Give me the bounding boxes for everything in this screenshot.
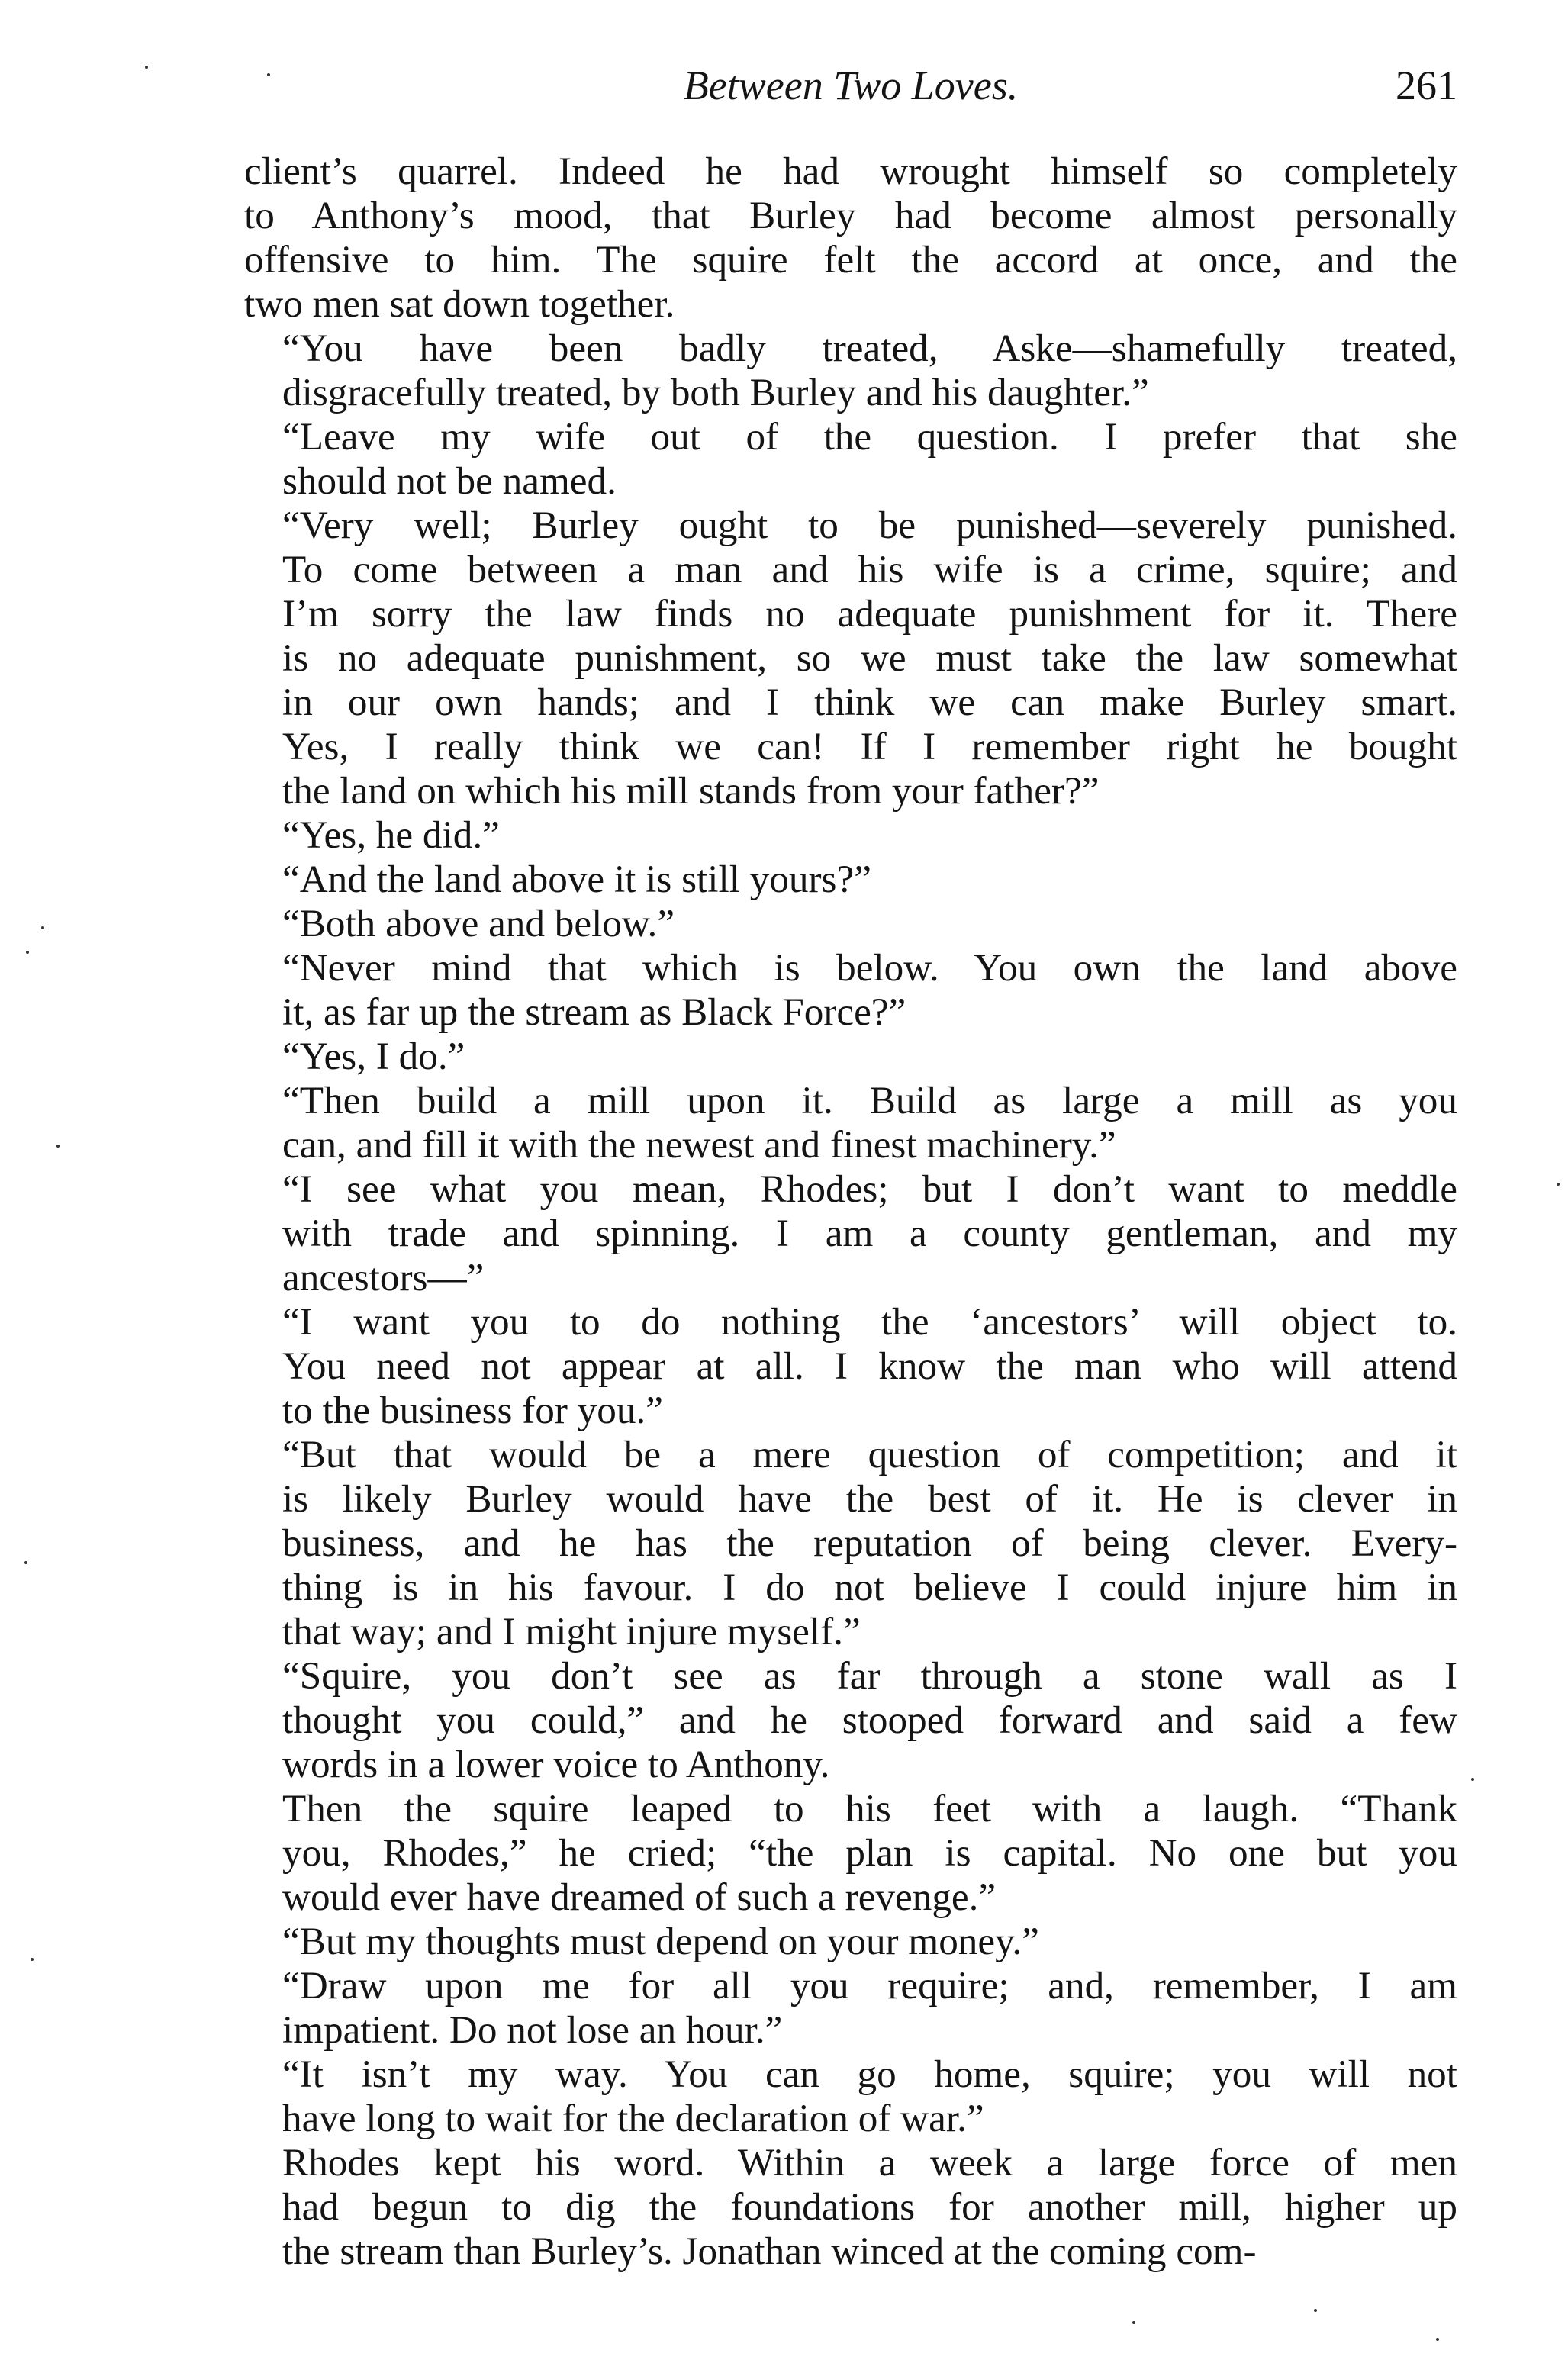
paragraph: [244, 1035, 1457, 1079]
scan-speck: [24, 1561, 27, 1564]
text-line: “Draw upon me for all you require; and, remember, I am: [282, 1964, 1457, 2007]
scan-speck: [1314, 2309, 1317, 2312]
text-line: ancestors—”: [282, 1256, 485, 1299]
text-line: “But my thoughts must depend on your money.”: [282, 1920, 1039, 1963]
paragraph: [244, 858, 1457, 902]
scan-speck: [31, 1958, 34, 1961]
text-line: You need not appear at all. I know the man who will attend: [282, 1344, 1457, 1388]
text-line: is no adequate punishment, so we must take the law somewhat: [282, 636, 1457, 680]
text-line: I’m sorry the law finds no adequate punishment for it. There: [282, 592, 1457, 636]
text-line: is likely Burley would have the best of it. He is clever in: [282, 1477, 1457, 1521]
text-line: to the business for you.”: [282, 1389, 664, 1432]
scan-speck: [1557, 1183, 1560, 1186]
text-line: that way; and I might injure myself.”: [282, 1610, 861, 1653]
paragraph: [244, 415, 1457, 504]
text-line: To come between a man and his wife is a crime, squire; and: [282, 548, 1457, 591]
text-line: business, and he has the reputation of being clever. Every-: [282, 1521, 1457, 1565]
paragraph: [244, 1920, 1457, 1964]
page-number: 261: [1396, 63, 1457, 108]
paragraph: [244, 813, 1457, 858]
text-line: impatient. Do not lose an hour.”: [282, 2008, 783, 2052]
body-text: [244, 150, 1457, 2274]
text-line: have long to wait for the declaration of war.”: [282, 2097, 984, 2140]
text-line: “Both above and below.”: [282, 902, 675, 945]
text-line: would ever have dreamed of such a revenge.”: [282, 1875, 997, 1919]
paragraph: [244, 1300, 1457, 1433]
text-line: Rhodes kept his word. Within a week a large force of men: [282, 2141, 1457, 2184]
text-line: Then the squire leaped to his feet with a laugh. “Thank: [282, 1787, 1457, 1830]
text-line: had begun to dig the foundations for another mill, higher up: [282, 2185, 1457, 2229]
text-line: thing is in his favour. I do not believe I could injure him in: [282, 1566, 1457, 1609]
scan-speck: [1436, 2338, 1439, 2341]
scan-speck: [41, 926, 44, 929]
text-line: “I want you to do nothing the ‘ancestors’ will object to.: [282, 1300, 1457, 1344]
paragraph: [244, 2141, 1457, 2274]
text-line: the land on which his mill stands from your father?”: [282, 769, 1100, 813]
text-line: “I see what you mean, Rhodes; but I don’t want to meddle: [282, 1167, 1457, 1211]
page-header: [244, 55, 1457, 116]
text-line: “And the land above it is still yours?”: [282, 858, 871, 901]
text-line: “Yes, he did.”: [282, 813, 500, 857]
text-line: you, Rhodes,” he cried; “the plan is capital. No one but you: [282, 1831, 1457, 1875]
text-line: should not be named.: [282, 459, 617, 503]
paragraph: [244, 1964, 1457, 2052]
text-line: “Yes, I do.”: [282, 1035, 465, 1078]
text-line: the stream than Burley’s. Jonathan winced at the coming com-: [282, 2230, 1257, 2273]
scan-speck: [267, 73, 270, 76]
text-line: words in a lower voice to Anthony.: [282, 1743, 830, 1786]
paragraph: [244, 1787, 1457, 1920]
text-line: Yes, I really think we can! If I remember right he bought: [282, 725, 1457, 768]
text-line: thought you could,” and he stooped forward and said a few: [282, 1698, 1457, 1742]
text-line: “Then build a mill upon it. Build as large a mill as you: [282, 1079, 1457, 1122]
text-line: offensive to him. The squire felt the accord at once, and the: [244, 238, 1457, 282]
paragraph: [244, 2052, 1457, 2141]
text-line: “Never mind that which is below. You own the land above: [282, 946, 1457, 990]
running-title: Between Two Loves.: [683, 63, 1019, 108]
text-line: “Leave my wife out of the question. I prefer that she: [282, 415, 1457, 459]
text-line: “Very well; Burley ought to be punished—severely punished.: [282, 504, 1457, 547]
text-line: “It isn’t my way. You can go home, squire; you will not: [282, 2052, 1457, 2096]
scan-speck: [1471, 1778, 1474, 1781]
text-line: “Squire, you don’t see as far through a stone wall as I: [282, 1654, 1457, 1698]
paragraph: [244, 327, 1457, 415]
text-line: “But that would be a mere question of competition; and it: [282, 1433, 1457, 1476]
paragraph: [244, 902, 1457, 946]
text-line: client’s quarrel. Indeed he had wrought himself so completely: [244, 150, 1457, 193]
scan-speck: [1132, 2321, 1135, 2324]
paragraph: [244, 1167, 1457, 1300]
paragraph: [244, 946, 1457, 1035]
text-line: can, and fill it with the newest and finest machinery.”: [282, 1123, 1116, 1167]
text-line: two men sat down together.: [244, 282, 675, 326]
paragraph: [244, 1654, 1457, 1787]
paragraph: [244, 1079, 1457, 1167]
paragraph: [244, 1433, 1457, 1654]
text-line: “You have been badly treated, Aske—shamefully treated,: [282, 327, 1457, 370]
text-line: to Anthony’s mood, that Burley had become almost personally: [244, 194, 1457, 237]
text-line: it, as far up the stream as Black Force?”: [282, 990, 906, 1034]
paragraph: [244, 150, 1457, 327]
scan-speck: [145, 66, 148, 69]
text-line: disgracefully treated, by both Burley and his daughter.”: [282, 371, 1149, 414]
text-line: with trade and spinning. I am a county gentleman, and my: [282, 1212, 1457, 1255]
scan-speck: [26, 951, 29, 954]
paragraph: [244, 504, 1457, 813]
text-line: in our own hands; and I think we can make Burley smart.: [282, 681, 1457, 724]
scan-speck: [56, 1145, 60, 1148]
